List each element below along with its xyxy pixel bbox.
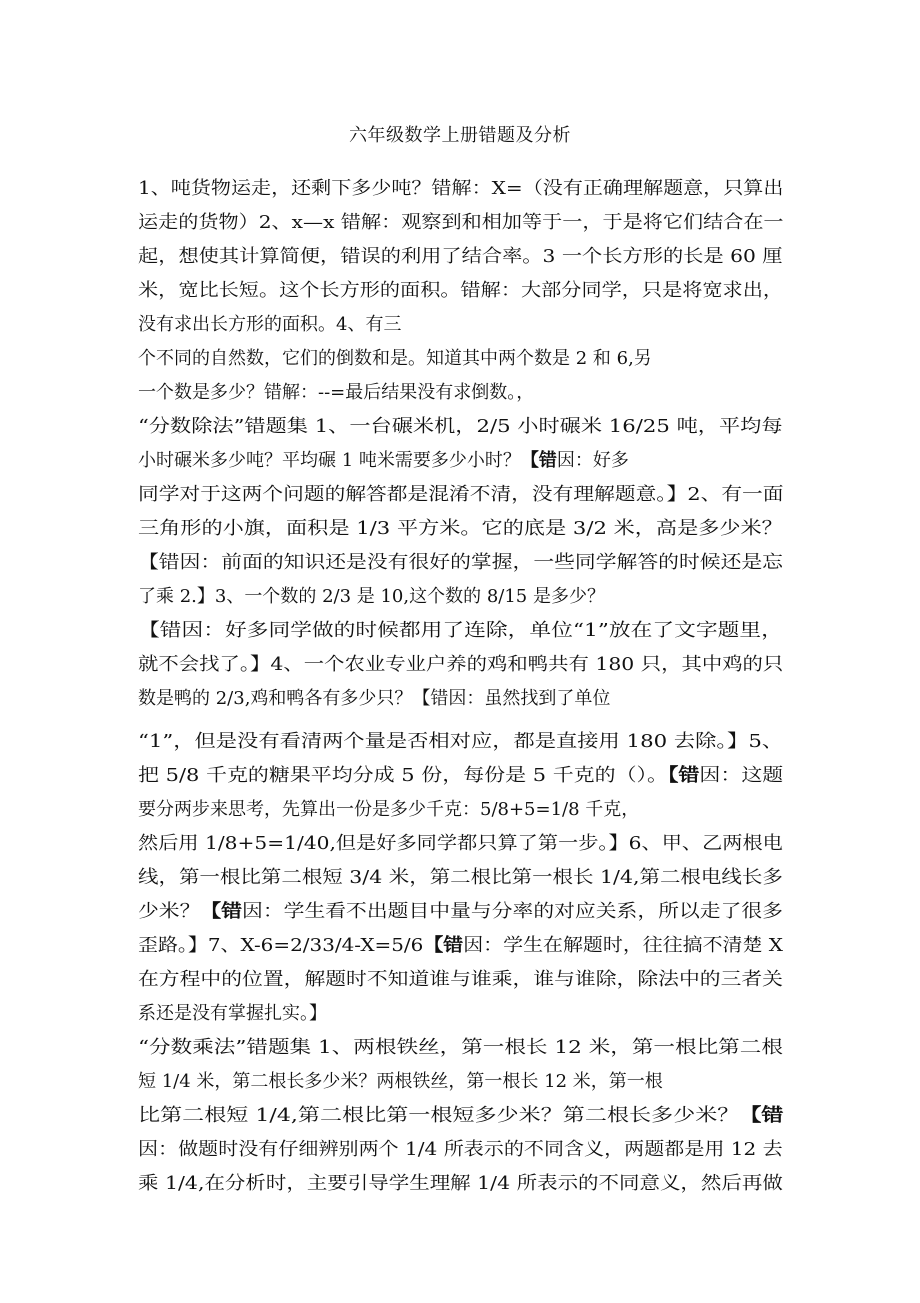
body-line	[138, 449, 629, 473]
body-line	[138, 279, 783, 303]
body-line	[138, 1036, 783, 1060]
line-text: “1”，但是没有看清两个量是否相对应，都是直接用 180 去除。】5、	[138, 731, 784, 752]
line-text: “分数乘法”错题集 1、两根铁丝，第一根长 12 米，第一根比第二根	[138, 1037, 783, 1058]
body-line	[138, 687, 610, 711]
line-text: 乘 1/4,在分析时，主要引导学生理解 1/4 所表示的不同意义，然后再做	[138, 1173, 783, 1194]
body-line	[138, 1002, 327, 1026]
body-line	[138, 211, 784, 235]
line-bold-text: 【错	[200, 901, 243, 922]
line-text: 把 5/8 千克的糖果平均分成 5 份，每份是 5 千克的（）。	[138, 765, 668, 786]
body-line	[138, 866, 783, 890]
document-title: 六年级数学上册错题及分析	[349, 125, 571, 146]
body-line	[138, 764, 783, 788]
body-line	[138, 517, 783, 541]
body-line	[138, 1104, 783, 1128]
line-text: 一个数是多少？错解：--=最后结果没有求倒数。，	[138, 382, 535, 403]
line-text: 米，宽比长短。这个长方形的面积。错解：大部分同学，只是将宽求出，	[138, 280, 784, 301]
body-line	[138, 415, 783, 439]
line-trailing-text: 因：学生在解题时，往往搞不清楚 X	[463, 935, 784, 956]
line-text: 起，想使其计算简便，错误的利用了结合率。3 一个长方形的长是 60 厘	[138, 246, 783, 267]
line-text: “分数除法”错题集 1、一台碾米机，2/5 小时碾米 16/25 吨，平均每	[138, 416, 783, 437]
line-text: 就不会找了。】4、一个农业专业户养的鸡和鸭共有 180 只，其中鸡的只	[138, 654, 784, 675]
line-text: 系还是没有掌握扎实。】	[138, 1003, 327, 1024]
body-line	[138, 1172, 783, 1196]
line-text: 因：做题时没有仔细辨别两个 1/4 所表示的不同含义，两题都是用 12 去	[138, 1139, 783, 1160]
line-bold-text: 【错	[520, 450, 557, 471]
line-trailing-text: 因：这题	[699, 765, 784, 786]
line-text: 运走的货物）2、x—x 错解：观察到和相加等于一，于是将它们结合在一	[138, 212, 784, 233]
body-line	[138, 968, 783, 992]
body-line	[138, 1070, 663, 1094]
body-line	[138, 483, 784, 507]
line-trailing-text: 因：好多	[556, 450, 629, 471]
body-line	[138, 245, 782, 269]
body-line	[138, 177, 783, 201]
line-text: 数是鸭的 2/3,鸡和鸭各有多少只？【错因：虽然找到了单位	[138, 688, 611, 709]
body-line	[138, 832, 783, 856]
body-line	[138, 551, 783, 575]
line-text: 1、吨货物运走，还剩下多少吨？错解：X=（没有正确理解题意，只算出	[138, 178, 784, 199]
body-line	[138, 934, 783, 958]
line-text: 少米？	[138, 901, 201, 922]
line-text: 【错因：前面的知识还是没有很好的掌握，一些同学解答的时候还是忘	[138, 552, 783, 573]
body-line	[138, 619, 783, 643]
body-line	[138, 798, 639, 822]
line-text: 要分两步来思考，先算出一份是多少千克：5/8+5=1/8 千克，	[138, 799, 640, 820]
line-text: 三角形的小旗，面积是 1/3 平方米。它的底是 3/2 米，高是多少米？	[138, 518, 783, 539]
line-text: 【错因：好多同学做的时候都用了连除，单位“1”放在了文字题里，	[138, 620, 783, 641]
line-text: 个不同的自然数，它们的倒数和是。知道其中两个数是 2 和 6,另	[138, 348, 652, 369]
line-text: 歪路。】7、X-6=2/33/4-X=5/6	[138, 935, 424, 956]
line-text: 同学对于这两个问题的解答都是混淆不清，没有理解题意。】2、有一面	[138, 484, 784, 505]
line-bold-text: 【错	[739, 1105, 784, 1126]
body-line	[138, 653, 783, 677]
line-text: 然后用 1/8+5=1/40,但是好多同学都只算了第一步。】6、甲、乙两根电	[138, 833, 783, 854]
line-text: 小时碾米多少吨？平均碾 1 吨米需要多少小时？	[138, 450, 521, 471]
line-text: 了乘 2.】3、一个数的 2/3 是 10,这个数的 8/15 是多少？	[138, 586, 605, 607]
line-bold-text: 【错	[667, 765, 700, 786]
line-text: 没有求出长方形的面积。4、有三	[138, 314, 402, 335]
body-line	[138, 347, 652, 371]
body-line	[138, 585, 605, 609]
line-trailing-text: 因：学生看不出题目中量与分率的对应关系，所以走了很多	[242, 901, 783, 922]
body-line	[138, 1138, 783, 1162]
line-text: 短 1/4 米，第二根长多少米？两根铁丝，第一根长 12 米，第一根	[138, 1071, 663, 1092]
body-line	[138, 900, 783, 924]
body-line	[138, 730, 783, 754]
body-line	[138, 381, 534, 405]
line-text: 在方程中的位置，解题时不知道谁与谁乘，谁与谁除，除法中的三者关	[138, 969, 783, 990]
body-line	[138, 313, 401, 337]
line-bold-text: 【错	[423, 935, 464, 956]
line-text: 线，第一根比第二根短 3/4 米，第二根比第一根长 1/4,第二根电线长多	[138, 867, 783, 888]
line-text: 比第二根短 1/4,第二根比第一根短多少米？第二根长多少米？	[138, 1105, 740, 1126]
